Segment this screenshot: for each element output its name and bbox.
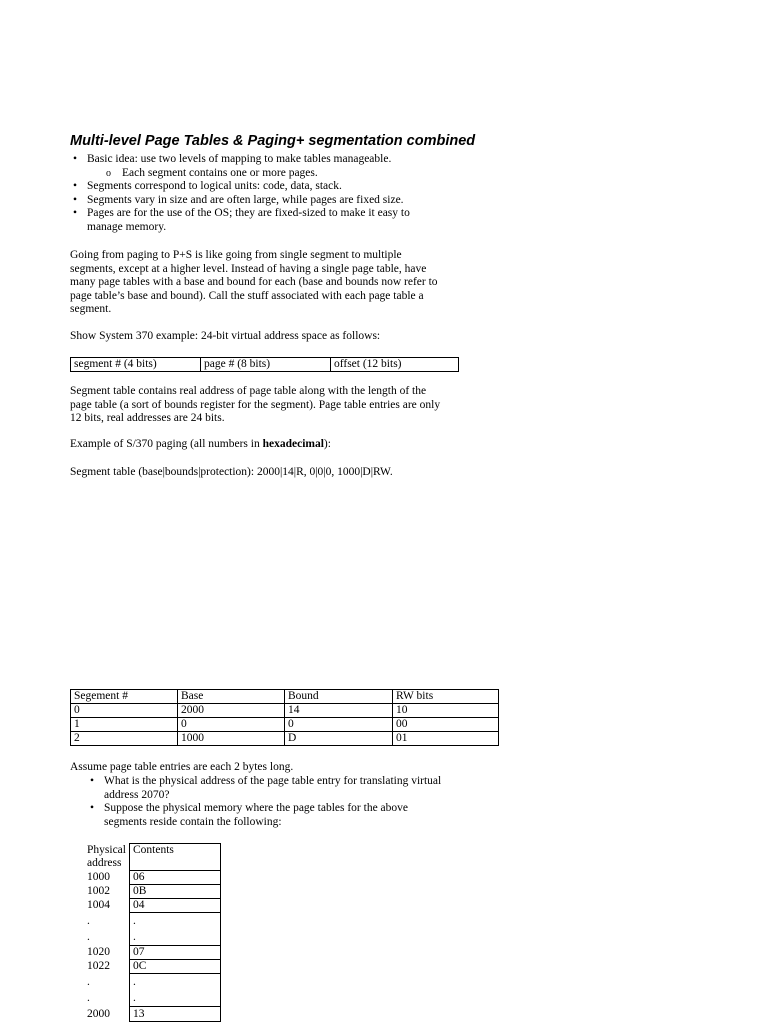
paragraph-line: page table’s base and bound). Call the stuff associated with each page table a: [70, 289, 424, 302]
ellipsis-dot: .: [87, 930, 90, 943]
table-header-row: [71, 690, 499, 704]
table-header-cell: [87, 844, 130, 871]
segment-table-line: Segment table (base|bounds|protection): 2000|14|R, 0|0|0, 1000|D|RW.: [70, 466, 393, 478]
paragraph-line: Going from paging to P+S is like going from single segment to multiple: [70, 249, 402, 261]
bullet-item: [70, 153, 470, 180]
paragraph-line: segments, except at a higher level. Instead of having a single page table, have: [70, 262, 427, 275]
paragraph-line: segment.: [70, 303, 112, 315]
table-cell: 0: [71, 704, 178, 718]
table-cell: segment # (4 bits): [71, 358, 201, 372]
table-cell: 1000: [178, 732, 285, 746]
bullet-item: [70, 207, 470, 234]
table-header-cell: Bound: [285, 690, 393, 704]
address-format-table-wrap: [70, 357, 459, 372]
example-suffix: ):: [323, 438, 331, 450]
question-text: address 2070?: [104, 788, 170, 801]
ellipsis-dot: .: [87, 991, 90, 1004]
table-header-cell: Contents: [130, 844, 221, 871]
paragraph-line: many page tables with a base and bound for each (base and bounds now refer to: [70, 276, 438, 288]
ellipsis-dot: .: [133, 992, 136, 1004]
table-header-row: [87, 844, 221, 871]
ellipsis-dot: .: [87, 975, 90, 988]
table-row: [71, 704, 499, 718]
ellipsis-dot: .: [133, 931, 136, 943]
table-row: [71, 732, 499, 746]
ellipsis-dot: .: [87, 914, 90, 927]
table-row: [87, 974, 221, 1007]
table-row: [87, 960, 221, 974]
table-cell: 1002: [87, 884, 110, 897]
table-header-cell: Base: [178, 690, 285, 704]
table-cell: 2000: [178, 704, 285, 718]
table-cell: 1022: [87, 959, 110, 972]
paragraph-line: 12 bits, real addresses are 24 bits.: [70, 412, 225, 424]
question-list: [87, 775, 487, 829]
table-row: [87, 946, 221, 960]
header-addr-line: Physical: [87, 843, 126, 856]
table-header-cell: Segement #: [71, 690, 178, 704]
header-addr-line: address: [87, 856, 122, 869]
example-prefix: Example of S/370 paging (all numbers in: [70, 438, 263, 450]
table-cell: 2000: [87, 1007, 110, 1020]
sub-bullet-item: o Each segment contains one or more pages.: [70, 167, 470, 181]
paragraph-line: page table (a sort of bounds register for the segment). Page table entries are only: [70, 398, 441, 411]
table-row: [87, 1007, 221, 1022]
table-cell: 0: [285, 718, 393, 732]
ellipsis-dot: .: [133, 915, 136, 927]
table-cell: [87, 913, 130, 946]
table-cell: 04: [130, 899, 221, 913]
address-format-table: [70, 357, 459, 372]
table-cell: 00: [393, 718, 499, 732]
table-cell: 1000: [87, 870, 110, 883]
table-cell: [130, 913, 221, 946]
table-row: [71, 358, 459, 372]
table-cell: [87, 974, 130, 1007]
table-cell: 01: [393, 732, 499, 746]
paragraph-line: Segment table contains real address of page table along with the length of the: [70, 385, 427, 397]
table-cell: page # (8 bits): [201, 358, 331, 372]
table-row: [87, 913, 221, 946]
table-cell: 1020: [87, 945, 110, 958]
bullet-item: [70, 180, 470, 194]
bullet-text: Segments correspond to logical units: code, data, stack.: [87, 180, 342, 192]
table-cell: 13: [130, 1007, 221, 1022]
table-row: [87, 899, 221, 913]
question-item: [87, 775, 487, 802]
memory-table-wrap: [87, 843, 221, 1022]
table-cell: [130, 974, 221, 1007]
table-cell: 0: [178, 718, 285, 732]
table-cell: 0C: [130, 960, 221, 974]
table-cell: 1004: [87, 898, 110, 911]
table-cell: D: [285, 732, 393, 746]
table-row: [87, 871, 221, 885]
example-line: [70, 438, 331, 452]
table-cell: 07: [130, 946, 221, 960]
bullet-text: Pages are for the use of the OS; they are fixed-sized to make it easy to: [87, 207, 410, 219]
memory-table: [87, 843, 221, 1022]
table-header-cell: RW bits: [393, 690, 499, 704]
bullet-text: Basic idea: use two levels of mapping to make tables manageable.: [87, 153, 392, 165]
segment-table: [70, 689, 499, 746]
bullet-list: [70, 153, 470, 234]
table-cell: 06: [130, 871, 221, 885]
table-cell: 2: [71, 732, 178, 746]
table-cell: 1: [71, 718, 178, 732]
table-row: [87, 885, 221, 899]
show-example-text: Show System 370 example: 24-bit virtual address space as follows:: [70, 330, 381, 342]
paragraph-segment-table: [70, 385, 440, 426]
paragraph-paging-segmentation: [70, 249, 438, 317]
assume-text: Assume page table entries are each 2 bytes long.: [70, 761, 294, 773]
question-item: [87, 802, 487, 829]
table-row: [71, 718, 499, 732]
question-text: segments reside contain the following:: [104, 815, 282, 828]
segment-table-wrap: [70, 689, 499, 746]
table-cell: 14: [285, 704, 393, 718]
table-cell: offset (12 bits): [331, 358, 459, 372]
bullet-text: manage memory.: [87, 220, 167, 233]
bullet-text: Segments vary in size and are often large, while pages are fixed size.: [87, 193, 404, 206]
page-title: Multi-level Page Tables & Paging+ segmentation combined: [70, 133, 476, 149]
bullet-item: [70, 194, 470, 208]
question-text: What is the physical address of the page table entry for translating virtual: [104, 775, 442, 787]
ellipsis-dot: .: [133, 976, 136, 988]
question-text: Suppose the physical memory where the page tables for the above: [104, 802, 409, 814]
table-cell: 10: [393, 704, 499, 718]
example-bold: hexadecimal: [262, 438, 324, 450]
table-cell: 0B: [130, 885, 221, 899]
